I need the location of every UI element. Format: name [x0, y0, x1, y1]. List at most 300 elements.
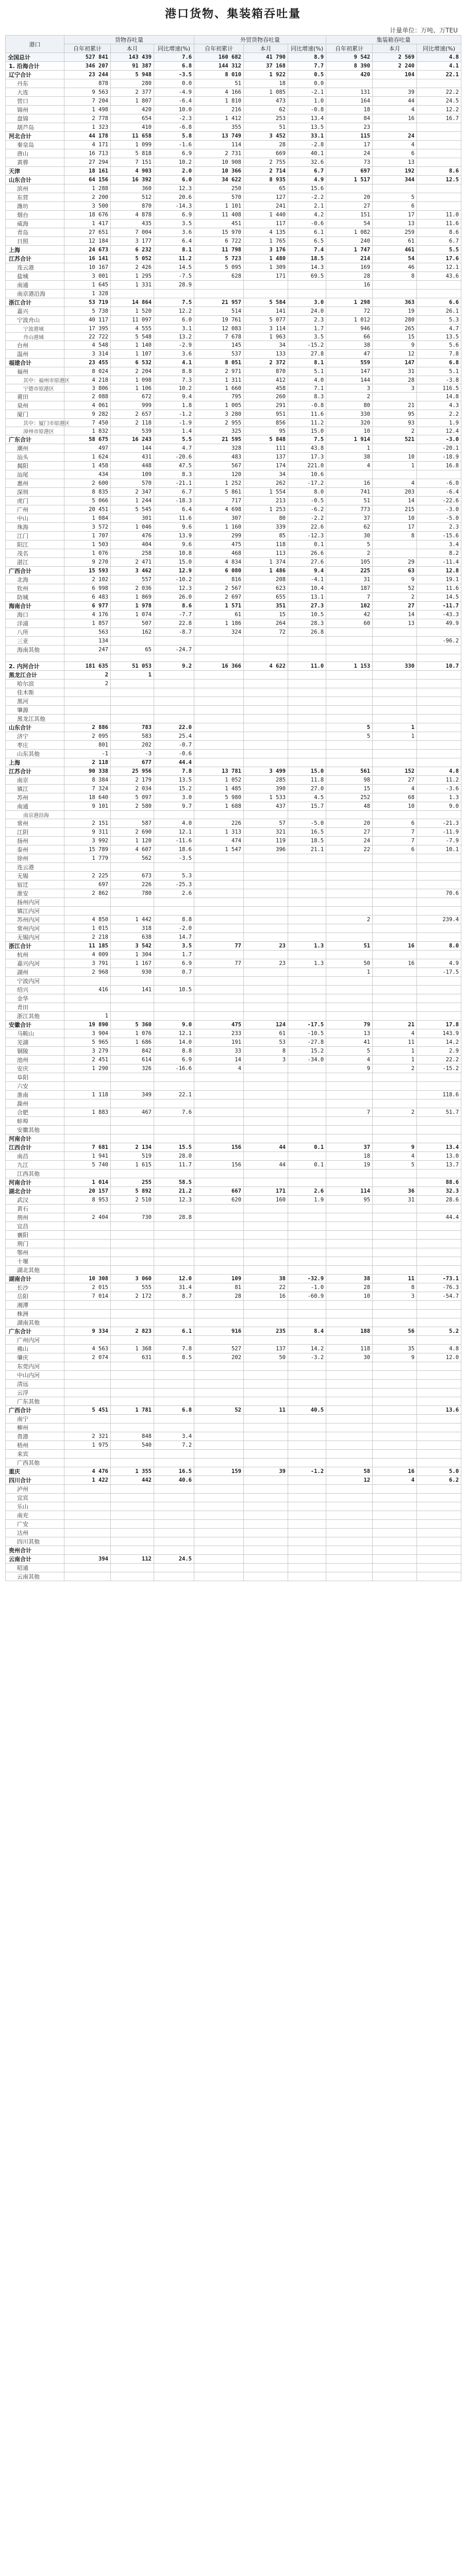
container-ytd-cell: 114	[326, 1187, 373, 1196]
foreign-month-cell	[244, 1415, 288, 1423]
cargo-ytd-cell: 1 422	[64, 1476, 111, 1485]
cargo-yoy-cell: 3.1	[154, 325, 194, 333]
cargo-month-cell: 783	[111, 723, 154, 732]
cargo-ytd-cell: 27 651	[64, 228, 111, 237]
cargo-month-cell: 2 690	[111, 828, 154, 837]
container-yoy-cell: 12.4	[417, 427, 461, 435]
cargo-month-cell: 2 510	[111, 1196, 154, 1205]
container-month-cell	[373, 898, 417, 907]
cargo-yoy-cell: 9.7	[154, 802, 194, 811]
table-row	[6, 767, 461, 776]
cargo-yoy-cell: -1.9	[154, 419, 194, 427]
container-ytd-cell: 80	[326, 401, 373, 410]
container-yoy-cell: 26.1	[417, 307, 461, 316]
table-row	[6, 1003, 461, 1012]
container-ytd-cell: 17	[326, 141, 373, 149]
foreign-yoy-cell: 5.1	[288, 367, 326, 376]
cargo-yoy-cell: 1.7	[154, 951, 194, 959]
table-row	[6, 802, 461, 811]
cargo-ytd-cell	[64, 1459, 111, 1467]
port-name-cell: 江苏合计	[6, 767, 64, 776]
foreign-ytd-cell: 4 834	[194, 558, 244, 567]
cargo-ytd-cell: 3 806	[64, 384, 111, 393]
table-row	[6, 419, 461, 427]
cargo-month-cell: 1 120	[111, 837, 154, 845]
foreign-yoy-cell	[288, 654, 326, 662]
container-month-cell	[373, 1222, 417, 1231]
container-month-cell	[373, 1266, 417, 1275]
container-ytd-cell: 20	[326, 193, 373, 202]
port-name-cell: 江门	[6, 532, 64, 540]
foreign-month-cell: 1 486	[244, 567, 288, 575]
port-name-cell: 佛山	[6, 1345, 64, 1353]
foreign-yoy-cell	[288, 1178, 326, 1187]
cargo-yoy-cell: 3.5	[154, 942, 194, 951]
foreign-yoy-cell	[288, 1476, 326, 1485]
cargo-yoy-cell	[154, 688, 194, 697]
cargo-ytd-cell	[64, 1240, 111, 1248]
container-month-cell	[373, 1494, 417, 1502]
foreign-ytd-cell: 10 908	[194, 158, 244, 167]
port-name-cell: 湘潭	[6, 1301, 64, 1310]
container-month-cell	[373, 811, 417, 819]
cargo-ytd-cell: 1 975	[64, 1441, 111, 1450]
cargo-month-cell: 2 426	[111, 263, 154, 272]
foreign-ytd-cell: 19 761	[194, 316, 244, 325]
container-ytd-cell: 187	[326, 584, 373, 593]
cargo-month-cell: 2 471	[111, 558, 154, 567]
container-month-cell: 2	[373, 1064, 417, 1073]
foreign-ytd-cell	[194, 1012, 244, 1021]
container-ytd-cell: 330	[326, 410, 373, 419]
cargo-month-cell: 5 360	[111, 1021, 154, 1029]
container-ytd-cell: 118	[326, 1345, 373, 1353]
foreign-month-cell: 11	[244, 1406, 288, 1415]
container-yoy-cell	[417, 470, 461, 479]
foreign-month-cell: 623	[244, 584, 288, 593]
container-yoy-cell	[417, 854, 461, 863]
container-yoy-cell: 12.2	[417, 106, 461, 114]
cargo-month-cell: 730	[111, 1213, 154, 1222]
table-row	[6, 898, 461, 907]
foreign-ytd-cell: 1 252	[194, 479, 244, 488]
container-ytd-cell: 41	[326, 1038, 373, 1047]
cargo-yoy-cell	[154, 1257, 194, 1266]
container-ytd-cell	[326, 863, 373, 872]
foreign-yoy-cell	[288, 732, 326, 741]
port-name-cell: 安徽其他	[6, 1126, 64, 1134]
foreign-yoy-cell: 1.7	[288, 325, 326, 333]
foreign-ytd-cell	[194, 924, 244, 933]
table-row	[6, 255, 461, 263]
foreign-yoy-cell: 11.8	[288, 776, 326, 785]
container-yoy-cell	[417, 158, 461, 167]
header-container-month: 本月	[373, 44, 417, 53]
cargo-yoy-cell: 6.9	[154, 149, 194, 158]
foreign-yoy-cell: -2.8	[288, 141, 326, 149]
foreign-yoy-cell	[288, 907, 326, 916]
foreign-ytd-cell	[194, 281, 244, 290]
foreign-yoy-cell	[288, 1012, 326, 1021]
container-yoy-cell	[417, 1134, 461, 1143]
table-row	[6, 1205, 461, 1213]
container-month-cell: 24	[373, 132, 417, 141]
cargo-month-cell	[111, 1388, 154, 1397]
container-month-cell: 15	[373, 333, 417, 341]
container-yoy-cell: 5.5	[417, 246, 461, 255]
foreign-ytd-cell	[194, 1310, 244, 1318]
cargo-month-cell: 870	[111, 202, 154, 211]
cargo-yoy-cell: 16.5	[154, 1467, 194, 1476]
foreign-yoy-cell: 1.3	[288, 942, 326, 951]
foreign-ytd-cell	[194, 637, 244, 646]
port-name-cell: 湛江	[6, 558, 64, 567]
port-name-cell: 淮安	[6, 889, 64, 898]
table-row	[6, 1318, 461, 1327]
foreign-month-cell	[244, 1572, 288, 1581]
table-row	[6, 723, 461, 732]
container-month-cell: 31	[373, 1196, 417, 1205]
foreign-month-cell: 127	[244, 193, 288, 202]
cargo-month-cell: 2 347	[111, 488, 154, 497]
container-yoy-cell	[417, 706, 461, 715]
container-yoy-cell: -3.6	[417, 785, 461, 793]
cargo-ytd-cell: 18 676	[64, 211, 111, 219]
cargo-ytd-cell: 1 328	[64, 290, 111, 298]
table-row	[6, 986, 461, 994]
container-yoy-cell: -96.2	[417, 637, 461, 646]
container-ytd-cell	[326, 1073, 373, 1082]
cargo-yoy-cell: 8.8	[154, 916, 194, 924]
cargo-ytd-cell: 3 279	[64, 1047, 111, 1056]
cargo-yoy-cell	[154, 907, 194, 916]
container-month-cell	[373, 758, 417, 767]
port-name-cell: 鄂州	[6, 1248, 64, 1257]
foreign-month-cell: 3 452	[244, 132, 288, 141]
cargo-yoy-cell: 10.5	[154, 986, 194, 994]
container-yoy-cell	[417, 1371, 461, 1380]
foreign-month-cell: 235	[244, 1327, 288, 1336]
container-yoy-cell: 143.9	[417, 1029, 461, 1038]
container-month-cell: 521	[373, 435, 417, 444]
foreign-yoy-cell: 4.0	[288, 376, 326, 384]
foreign-month-cell	[244, 1152, 288, 1161]
table-row	[6, 671, 461, 680]
foreign-yoy-cell	[288, 1108, 326, 1117]
container-ytd-cell	[326, 1213, 373, 1222]
foreign-month-cell: 117	[244, 219, 288, 228]
cargo-ytd-cell: 58 675	[64, 435, 111, 444]
cargo-ytd-cell: 22 722	[64, 333, 111, 341]
cargo-yoy-cell: 4.0	[154, 819, 194, 828]
foreign-ytd-cell	[194, 1397, 244, 1406]
foreign-ytd-cell: 4 698	[194, 505, 244, 514]
foreign-yoy-cell	[288, 750, 326, 758]
foreign-ytd-cell: 628	[194, 272, 244, 281]
cargo-ytd-cell: 697	[64, 880, 111, 889]
port-name-cell: 安徽合计	[6, 1021, 64, 1029]
container-yoy-cell: -6.0	[417, 479, 461, 488]
foreign-month-cell: 80	[244, 514, 288, 523]
foreign-yoy-cell	[288, 1520, 326, 1529]
port-name-cell: 徐州	[6, 854, 64, 863]
cargo-yoy-cell	[154, 1318, 194, 1327]
table-row	[6, 994, 461, 1003]
container-yoy-cell: -3.0	[417, 435, 461, 444]
table-row	[6, 1187, 461, 1196]
cargo-yoy-cell	[154, 994, 194, 1003]
cargo-ytd-cell: 1 323	[64, 123, 111, 132]
container-yoy-cell: -6.4	[417, 488, 461, 497]
port-name-cell: 肇庆	[6, 1353, 64, 1362]
foreign-yoy-cell	[288, 697, 326, 706]
container-month-cell: 16	[373, 1467, 417, 1476]
container-yoy-cell: 17.8	[417, 1021, 461, 1029]
container-yoy-cell: 11.0	[417, 211, 461, 219]
foreign-month-cell	[244, 1091, 288, 1099]
foreign-ytd-cell	[194, 1126, 244, 1134]
table-row	[6, 1546, 461, 1555]
cargo-month-cell: -3	[111, 750, 154, 758]
cargo-month-cell	[111, 1485, 154, 1494]
foreign-month-cell	[244, 1222, 288, 1231]
container-month-cell	[373, 1415, 417, 1423]
foreign-ytd-cell: 21 957	[194, 298, 244, 307]
cargo-yoy-cell: 4.1	[154, 359, 194, 367]
table-row	[6, 359, 461, 367]
container-yoy-cell: 13.0	[417, 1152, 461, 1161]
container-yoy-cell	[417, 1415, 461, 1423]
container-ytd-cell: 2	[326, 916, 373, 924]
cargo-ytd-cell: 2 102	[64, 575, 111, 584]
foreign-month-cell	[244, 1301, 288, 1310]
cargo-month-cell	[111, 1362, 154, 1371]
cargo-month-cell	[111, 1529, 154, 1537]
port-name-cell: 清远	[6, 1380, 64, 1388]
container-yoy-cell	[417, 715, 461, 723]
table-row	[6, 1213, 461, 1222]
cargo-yoy-cell	[154, 1170, 194, 1178]
cargo-ytd-cell: 7 324	[64, 785, 111, 793]
container-ytd-cell: 27	[326, 202, 373, 211]
port-name-cell: 天津	[6, 167, 64, 176]
container-yoy-cell: 22.2	[417, 1056, 461, 1064]
container-yoy-cell: 6.7	[417, 237, 461, 246]
cargo-yoy-cell: 22.8	[154, 619, 194, 628]
port-name-cell: 南京	[6, 776, 64, 785]
cargo-month-cell: 842	[111, 1047, 154, 1056]
cargo-ytd-cell: 1 707	[64, 532, 111, 540]
foreign-ytd-cell	[194, 646, 244, 654]
container-month-cell: 8	[373, 1283, 417, 1292]
table-row	[6, 453, 461, 462]
port-name-cell: 浙江其他	[6, 1012, 64, 1021]
table-row	[6, 1502, 461, 1511]
cargo-yoy-cell	[154, 863, 194, 872]
container-yoy-cell	[417, 1529, 461, 1537]
table-row	[6, 680, 461, 688]
container-month-cell	[373, 1310, 417, 1318]
container-month-cell	[373, 1380, 417, 1388]
cargo-month-cell: 1 295	[111, 272, 154, 281]
table-row	[6, 1170, 461, 1178]
header-cargo-month: 本月	[111, 44, 154, 53]
foreign-ytd-cell: 216	[194, 106, 244, 114]
container-month-cell: 61	[373, 237, 417, 246]
foreign-yoy-cell	[288, 1082, 326, 1091]
container-month-cell: 2 569	[373, 53, 417, 62]
foreign-yoy-cell	[288, 281, 326, 290]
cargo-ytd-cell	[64, 1099, 111, 1108]
container-yoy-cell: -76.3	[417, 1283, 461, 1292]
cargo-ytd-cell: 18 640	[64, 793, 111, 802]
container-ytd-cell: 72	[326, 307, 373, 316]
foreign-month-cell: 118	[244, 540, 288, 549]
cargo-yoy-cell: 9.6	[154, 540, 194, 549]
port-name-cell: 宁波港域	[6, 325, 64, 333]
foreign-ytd-cell: 145	[194, 341, 244, 350]
cargo-yoy-cell: 7.2	[154, 1441, 194, 1450]
foreign-month-cell: 951	[244, 410, 288, 419]
cargo-ytd-cell: 1 084	[64, 514, 111, 523]
cargo-ytd-cell	[64, 1117, 111, 1126]
port-name-cell: 扬州	[6, 837, 64, 845]
container-ytd-cell	[326, 688, 373, 697]
cargo-month-cell	[111, 898, 154, 907]
foreign-month-cell: 41 790	[244, 53, 288, 62]
cargo-ytd-cell: 5 066	[64, 497, 111, 505]
cargo-yoy-cell: 13.2	[154, 333, 194, 341]
foreign-yoy-cell	[288, 1371, 326, 1380]
table-row	[6, 688, 461, 697]
cargo-ytd-cell	[64, 715, 111, 723]
cargo-yoy-cell: 10.2	[154, 158, 194, 167]
foreign-yoy-cell: -15.2	[288, 341, 326, 350]
port-name-cell: 十堰	[6, 1257, 64, 1266]
foreign-ytd-cell: 2 971	[194, 367, 244, 376]
table-row	[6, 193, 461, 202]
cargo-yoy-cell: 6.1	[154, 1327, 194, 1336]
cargo-month-cell	[111, 1318, 154, 1327]
table-row	[6, 1362, 461, 1371]
foreign-ytd-cell: 2 567	[194, 584, 244, 593]
cargo-ytd-cell: 90 338	[64, 767, 111, 776]
foreign-month-cell	[244, 1240, 288, 1248]
cargo-yoy-cell: 3.6	[154, 228, 194, 237]
foreign-yoy-cell: 8.3	[288, 393, 326, 401]
cargo-month-cell	[111, 811, 154, 819]
foreign-month-cell	[244, 723, 288, 732]
foreign-ytd-cell: 7 678	[194, 333, 244, 341]
port-name-cell: 温州	[6, 350, 64, 359]
cargo-ytd-cell: 23 455	[64, 359, 111, 367]
header-container-yoy: 同比增速(%)	[417, 44, 461, 53]
foreign-month-cell: 1 922	[244, 71, 288, 79]
container-month-cell: 6	[373, 845, 417, 854]
cargo-month-cell: 780	[111, 889, 154, 898]
container-ytd-cell	[326, 994, 373, 1003]
table-row	[6, 1423, 461, 1432]
cargo-month-cell	[111, 1336, 154, 1345]
header-cargo: 货物吞吐量	[64, 36, 194, 44]
container-yoy-cell	[417, 184, 461, 193]
port-name-cell: 浙江合计	[6, 942, 64, 951]
port-name-cell: 来宾	[6, 1450, 64, 1459]
foreign-ytd-cell: 4 166	[194, 88, 244, 97]
table-row	[6, 1292, 461, 1301]
foreign-ytd-cell: 156	[194, 1161, 244, 1170]
container-yoy-cell	[417, 1318, 461, 1327]
container-month-cell: 52	[373, 584, 417, 593]
foreign-yoy-cell	[288, 1091, 326, 1099]
table-row	[6, 1161, 461, 1170]
table-row	[6, 1529, 461, 1537]
port-name-cell: 达州	[6, 1529, 64, 1537]
table-row	[6, 149, 461, 158]
cargo-yoy-cell: 26.0	[154, 593, 194, 602]
table-row	[6, 854, 461, 863]
container-ytd-cell: 30	[326, 1353, 373, 1362]
foreign-ytd-cell: 11 408	[194, 211, 244, 219]
foreign-ytd-cell: 191	[194, 1038, 244, 1047]
container-ytd-cell: 5	[326, 1047, 373, 1056]
container-ytd-cell: 105	[326, 558, 373, 567]
cargo-ytd-cell: 2 968	[64, 968, 111, 977]
foreign-month-cell	[244, 688, 288, 697]
foreign-ytd-cell: 233	[194, 1029, 244, 1038]
container-yoy-cell: 16.8	[417, 462, 461, 470]
foreign-yoy-cell: -0.8	[288, 401, 326, 410]
cargo-yoy-cell	[154, 1572, 194, 1581]
foreign-yoy-cell	[288, 1485, 326, 1494]
foreign-yoy-cell: 10.4	[288, 584, 326, 593]
container-yoy-cell	[417, 907, 461, 916]
container-ytd-cell	[326, 1266, 373, 1275]
cargo-ytd-cell: 2 778	[64, 114, 111, 123]
cargo-yoy-cell	[154, 1520, 194, 1529]
cargo-ytd-cell	[64, 1485, 111, 1494]
port-name-cell: 营口	[6, 97, 64, 106]
port-name-cell: 唐山	[6, 149, 64, 158]
table-row	[6, 219, 461, 228]
cargo-yoy-cell: 15.2	[154, 785, 194, 793]
table-row	[6, 845, 461, 854]
foreign-month-cell: 44	[244, 1143, 288, 1152]
cargo-month-cell: 16 243	[111, 435, 154, 444]
container-yoy-cell: 2.2	[417, 410, 461, 419]
cargo-yoy-cell	[154, 1537, 194, 1546]
foreign-month-cell: 213	[244, 497, 288, 505]
cargo-yoy-cell: 15.0	[154, 558, 194, 567]
cargo-ytd-cell: 1 624	[64, 453, 111, 462]
foreign-month-cell	[244, 646, 288, 654]
cargo-yoy-cell: 7.6	[154, 1108, 194, 1117]
cargo-month-cell: 420	[111, 106, 154, 114]
port-name-cell: 烟台	[6, 211, 64, 219]
cargo-yoy-cell: -24.7	[154, 646, 194, 654]
table-row	[6, 1459, 461, 1467]
cargo-month-cell	[111, 1248, 154, 1257]
cargo-month-cell: 51 053	[111, 662, 154, 671]
table-row	[6, 106, 461, 114]
container-ytd-cell: 3	[326, 384, 373, 393]
table-row	[6, 758, 461, 767]
container-yoy-cell	[417, 1388, 461, 1397]
container-yoy-cell	[417, 1397, 461, 1406]
table-row	[6, 281, 461, 290]
port-name-cell: 海南其他	[6, 646, 64, 654]
container-month-cell	[373, 79, 417, 88]
